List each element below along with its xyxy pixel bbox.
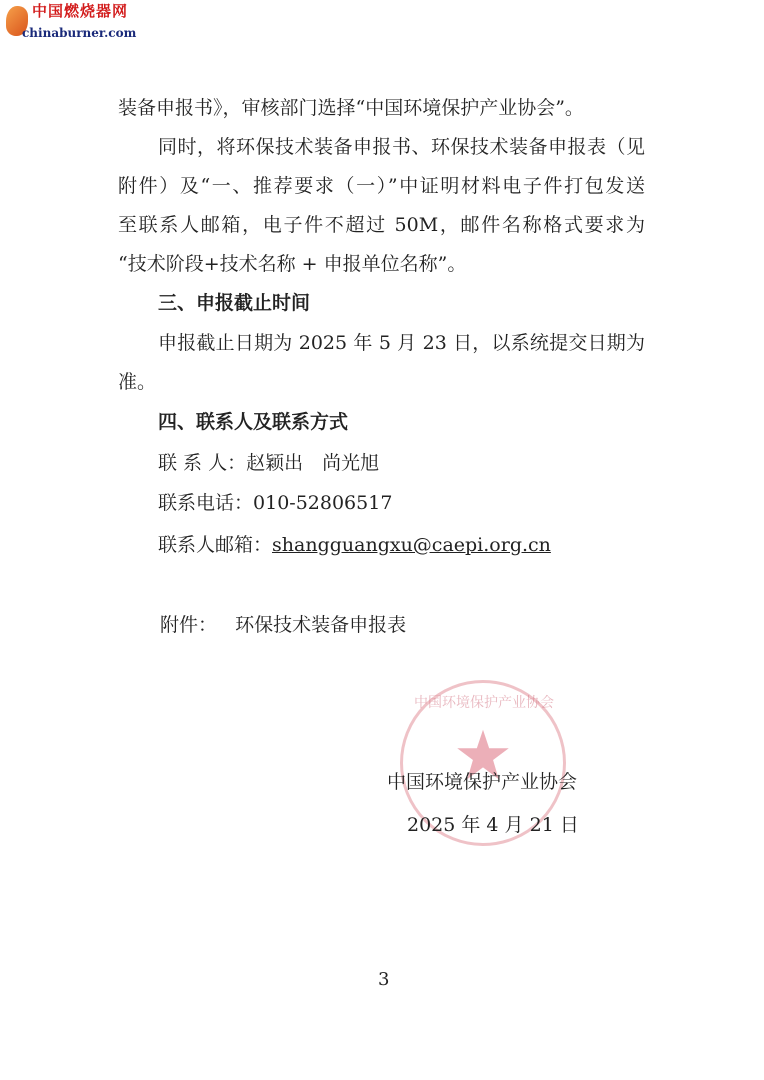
paragraph-line: 附件）及“一、推荐要求（一）”中证明材料电子件打包发送 <box>118 175 645 197</box>
phone-value: 010-52806517 <box>253 492 393 514</box>
paragraph-line: 装备申报书》，审核部门选择“中国环境保护产业协会”。 <box>118 97 584 119</box>
email-link[interactable]: shangguangxu@caepi.org.cn <box>272 534 551 556</box>
contact-email <box>158 533 551 557</box>
attachment-label: 附件： <box>160 614 218 636</box>
section-heading: 三、申报截止时间 <box>158 292 311 314</box>
section-heading: 四、联系人及联系方式 <box>158 411 349 433</box>
contact-person <box>158 451 379 475</box>
contact-label: 联 系 人： <box>158 452 247 474</box>
watermark-en: chinaburner.com <box>22 26 137 40</box>
attachment-line <box>160 613 406 637</box>
page-number: 3 <box>378 969 390 990</box>
contact-value: 赵颖出 尚光旭 <box>246 452 380 474</box>
seal-text: 中国环境保护产业协会 <box>414 695 554 711</box>
watermark-logo <box>4 2 144 44</box>
watermark-cn: 中国燃烧器网 <box>32 2 129 20</box>
signature-date: 2025 年 4 月 21 日 <box>407 814 579 836</box>
paragraph-line: 同时，将环保技术装备申报书、环保技术装备申报表（见 <box>158 136 645 158</box>
paragraph-line: “技术阶段+技术名称 + 申报单位名称”。 <box>118 253 467 275</box>
contact-phone <box>158 491 392 515</box>
paragraph-line: 准。 <box>118 371 157 393</box>
email-label: 联系人邮箱： <box>158 534 273 556</box>
paragraph-line: 申报截止日期为 2025 年 5 月 23 日，以系统提交日期为 <box>158 332 645 354</box>
paragraph-line: 至联系人邮箱，电子件不超过 50M，邮件名称格式要求为 <box>118 214 645 236</box>
phone-label: 联系电话： <box>158 492 254 514</box>
signature-org: 中国环境保护产业协会 <box>387 771 578 793</box>
attachment-value: 环保技术装备申报表 <box>235 614 407 636</box>
